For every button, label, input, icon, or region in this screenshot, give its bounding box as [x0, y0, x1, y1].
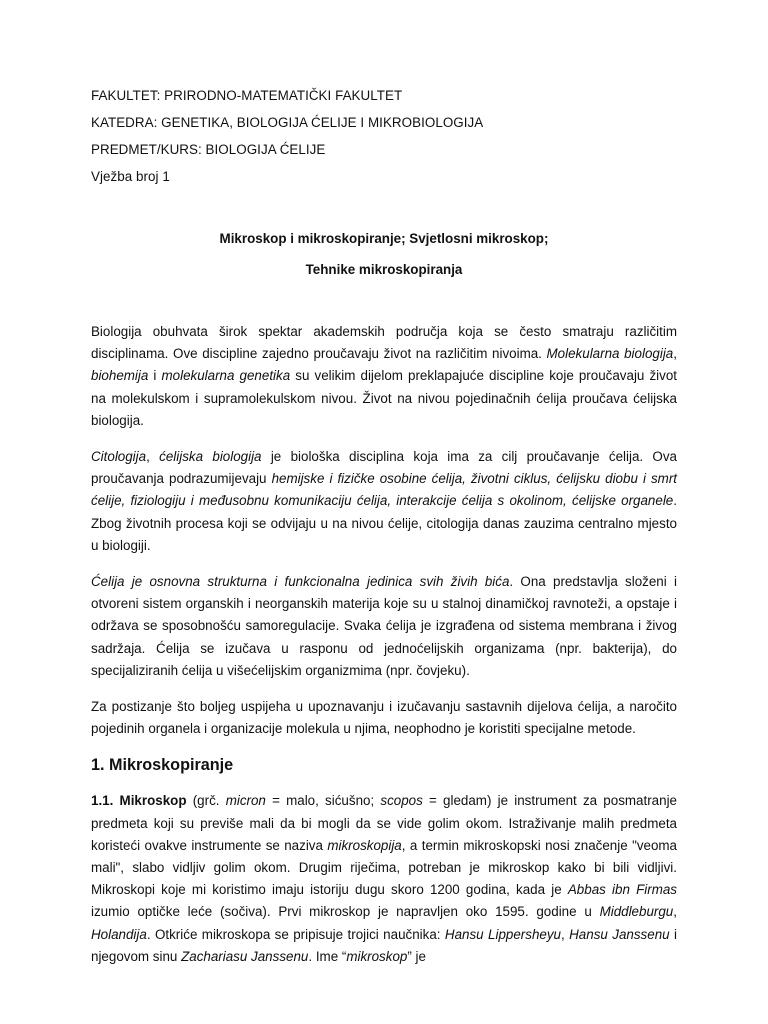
- cell-definition-paragraph: Ćelija je osnovna strukturna i funkcionalna jedinica svih živih bića. Ona predstavlja složeni i otvoreni sistem organskih i neorganskih materija koje su u stalnoj dinamičkoj ravnoteži, a opstaje i održava se sposobnošću samoregulacije. Svaka ćelija je izgrađena od sistema membrana i živog sadržaja. Ćelija se izučava u rasponu od jednoćelijskih organizama (npr. bakterija), do specijaliziranih ćelija u višećelijskim organizmima (npr. čovjeku).: [91, 574, 677, 678]
- document-subtitle: Tehnike mikroskopiranja: [305, 262, 463, 277]
- document-page: [91, 86, 677, 968]
- methods-paragraph: Za postizanje što boljeg uspijeha u upoznavanju i izučavanju sastavnih dijelova ćelija, a naročito pojedinih organela i organizacije molekula u njima, neophodno je koristiti specijalne metode.: [91, 699, 677, 737]
- intro-paragraph: Biologija obuhvata širok spektar akademskih područja koja se često smatraju različitim disciplinama. Ove discipline zajedno proučavaju život na različitim nivoima. Molekularna biologija, biohemija i molekularna genetika su velikim dijelom preklapajuće discipline koje proučavaju život na molekulskom i supramolekulskom nivou. Život na nivou pojedinačnih ćelija proučava ćelijska biologija.: [91, 324, 677, 428]
- department-line: KATEDRA: GENETIKA, BIOLOGIJA ĆELIJE I MIKROBIOLOGIJA: [91, 115, 484, 130]
- microscope-paragraph: 1.1. Mikroskop (grč. micron = malo, sićušno; scopos = gledam) je instrument za posmatranje predmeta koji su previše mali da bi mogli da se vide golim okom. Istraživanje malih predmeta koristeći ovakve instrumente se naziva mikroskopija, a termin mikroskopski nosi značenje "veoma mali", slabo vidljiv golim okom. Drugim riječima, potreban je mikroskop kako bi bili vidljivi. Mikroskopi koje mi koristimo imaju istoriju dugu skoro 1200 godina, kada je Abbas ibn Firmas izumio optičke leće (sočiva). Prvi mikroskop je napravljen oko 1595. godine u Middleburgu, Holandija. Otkriće mikroskopa se pripisuje trojici naučnika: Hansu Lippersheyu, Hansu Janssenu i njegovom sinu Zachariasu Janssenu. Ime “mikroskop” je: [91, 793, 678, 964]
- cytology-paragraph: Citologija, ćelijska biologija je biološka disciplina koja ima za cilj proučavanje ćelija. Ova proučavanja podrazumijevaju hemijske i fizičke osobine ćelija, životni ciklus, ćelijsku diobu i smrt ćelije, fiziologiju i međusobnu komunikaciju ćelija, interakcije ćelija s okolinom, ćelijske organele. Zbog životnih procesa koji se odvijaju u na nivou ćelije, citologija danas zauzima centralno mjesto u biologiji.: [91, 449, 677, 553]
- course-line: PREDMET/KURS: BIOLOGIJA ĆELIJE: [91, 142, 326, 157]
- section-heading-mikroskopiranje: 1. Mikroskopiranje: [91, 756, 234, 775]
- faculty-line: FAKULTET: PRIRODNO-MATEMATIČKI FAKULTET: [91, 88, 403, 103]
- document-title: Mikroskop i mikroskopiranje; Svjetlosni mikroskop;: [219, 231, 549, 246]
- exercise-line: Vježba broj 1: [91, 169, 170, 184]
